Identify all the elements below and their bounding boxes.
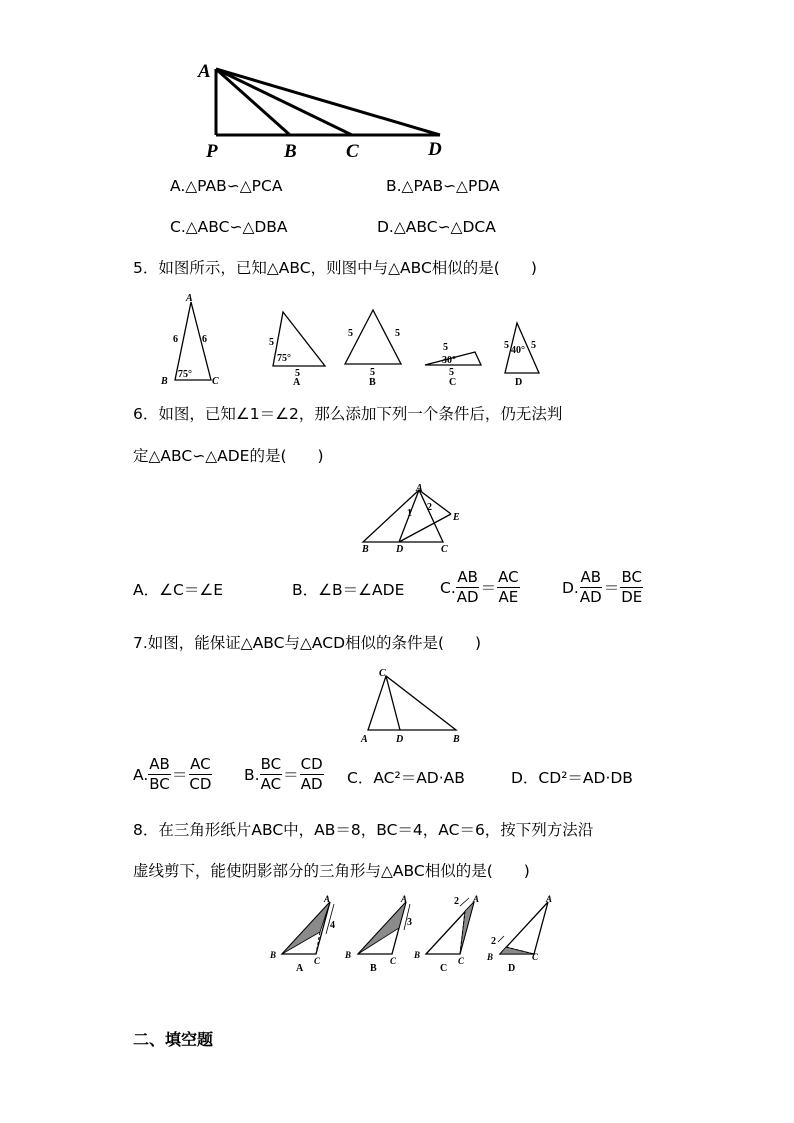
frac-den: AD [456, 588, 479, 606]
q6-label-a: A [416, 483, 423, 494]
figure-q6-triangles [355, 480, 475, 555]
frac-den: CD [189, 775, 212, 793]
q7-option-c[interactable]: C．AC²＝AD·AB [347, 769, 465, 787]
section-title: 二、填空题 [133, 1030, 214, 1049]
q5-main-b: B [161, 376, 168, 387]
frac-num: BC [260, 755, 282, 773]
q5-opt-c-top: 5 [443, 342, 448, 353]
q8-opt-c-len: 2 [454, 896, 459, 907]
q8-opt-b-len: 3 [407, 917, 412, 928]
q6-option-b[interactable]: B．∠B＝∠ADE [292, 581, 405, 599]
q6-label-b: B [362, 544, 369, 555]
frac-num: AB [457, 568, 478, 586]
figure-q4-triangles [190, 55, 460, 165]
q5-main-side-left: 6 [173, 334, 178, 345]
q8-opt-d-a: A [546, 894, 553, 904]
q7-label-a: A [361, 734, 368, 745]
figure-q5-triangles [155, 290, 555, 390]
q6-option-d-prefix: D. [562, 578, 579, 597]
q5-main-c: C [212, 376, 219, 387]
q6-option-d-frac2 [620, 568, 643, 607]
q5-opt-d-label: D [515, 377, 523, 388]
q5-opt-b-label: B [369, 377, 376, 388]
q8-opt-c-c: C [458, 956, 465, 966]
q8-opt-d-shaded [500, 947, 534, 954]
equals-sign: ＝ [480, 578, 497, 597]
q7-label-b: B [453, 734, 460, 745]
q8-opt-b-c: C [390, 956, 397, 966]
q5-opt-d-right: 5 [531, 340, 536, 351]
q6-stem-line2: 定△ABC∽△ADE的是( ) [133, 447, 324, 465]
q4-option-c[interactable]: C.△ABC∽△DBA [170, 218, 288, 236]
q8-opt-b-b: B [345, 950, 352, 960]
q4-option-a[interactable]: A.△PAB∽△PCA [170, 177, 283, 195]
equals-sign: ＝ [283, 765, 299, 784]
q7-option-b-prefix: B. [244, 765, 260, 784]
q5-opt-b-left: 5 [348, 328, 353, 339]
q4-option-b[interactable]: B.△PAB∽△PDA [386, 177, 500, 195]
q6-label-e: E [453, 512, 460, 523]
q6-option-c-prefix: C. [440, 578, 456, 597]
q8-opt-a-len: 4 [330, 920, 335, 931]
q8-opt-c-shaded [460, 902, 474, 954]
label-d: D [428, 139, 442, 160]
q6-option-d-frac1 [579, 568, 603, 607]
frac-den: BC [149, 775, 170, 793]
q5-opt-b-base: 5 [370, 367, 375, 378]
q5-opt-d-angle: 40° [511, 345, 525, 356]
q6-option-c[interactable] [440, 568, 520, 607]
frac-num: AB [149, 755, 170, 773]
q8-opt-b-a: A [401, 894, 408, 904]
q6-option-d[interactable] [562, 568, 643, 607]
frac-den: AE [498, 588, 519, 606]
label-p: P [206, 141, 218, 162]
q8-opt-d-c: C [532, 952, 539, 962]
q6-option-c-frac1 [456, 568, 480, 607]
q7-option-b-frac1 [260, 755, 283, 794]
q8-opt-a-label: A [296, 963, 304, 974]
q7-option-b[interactable] [244, 755, 324, 794]
q6-option-a[interactable]: A．∠C＝∠E [133, 581, 224, 599]
q5-main-a: A [186, 293, 193, 304]
q7-option-a-frac1 [148, 755, 171, 794]
q7-option-b-frac2 [300, 755, 324, 794]
frac-den: AC [260, 775, 282, 793]
frac-num: BC [621, 568, 642, 586]
equals-sign: ＝ [603, 578, 620, 597]
q7-option-a-prefix: A. [133, 765, 149, 784]
equals-sign: ＝ [171, 765, 188, 784]
q6-angle-2: 2 [427, 502, 432, 513]
q4-option-d[interactable]: D.△ABC∽△DCA [377, 218, 496, 236]
q6-stem-line1: 6．如图，已知∠1＝∠2，那么添加下列一个条件后，仍无法判 [133, 405, 563, 423]
frac-num: CD [300, 755, 323, 773]
frac-den: AD [300, 775, 323, 793]
q5-opt-c-angle: 30° [442, 355, 456, 366]
q5-main-side-right: 6 [202, 334, 207, 345]
q8-opt-c-b: B [414, 950, 421, 960]
q8-stem-line1: 8．在三角形纸片ABC中，AB＝8，BC＝4，AC＝6，按下列方法沿 [133, 821, 594, 839]
q8-stem-line2: 虚线剪下，能使阴影部分的三角形与△ABC相似的是( ) [133, 862, 530, 880]
q8-opt-a-c: C [314, 956, 321, 966]
q6-option-c-frac2 [497, 568, 519, 607]
q5-opt-a-angle: 75° [277, 353, 291, 364]
frac-num: AB [580, 568, 602, 586]
figure-q8-triangles [268, 892, 568, 977]
frac-num: AC [190, 755, 211, 773]
q6-angle-1: 1 [407, 508, 412, 519]
q8-opt-d-label: D [508, 963, 516, 974]
q7-stem: 7.如图，能保证△ABC与△ACD相似的条件是( ) [133, 634, 482, 652]
frac-num: AC [498, 568, 519, 586]
q8-opt-b-label: B [370, 963, 377, 974]
q5-opt-a-label: A [293, 377, 301, 388]
q7-label-d: D [396, 734, 404, 745]
label-b: B [284, 141, 297, 162]
q5-opt-a-side: 5 [269, 337, 274, 348]
q5-opt-a-base: 5 [295, 368, 300, 379]
q8-opt-d-b: B [487, 952, 494, 962]
q7-option-a-frac2 [188, 755, 212, 794]
q6-label-c: C [441, 544, 448, 555]
q8-opt-c-label: C [440, 963, 448, 974]
q8-opt-a-a: A [324, 894, 331, 904]
q5-opt-d-left: 5 [504, 340, 509, 351]
q8-opt-c-a: A [473, 894, 480, 904]
q5-main-angle: 75° [178, 369, 192, 380]
label-a: A [198, 61, 211, 82]
q7-option-a[interactable] [133, 755, 212, 794]
q5-opt-b-right: 5 [395, 328, 400, 339]
q5-stem: 5．如图所示，已知△ABC，则图中与△ABC相似的是( ) [133, 259, 537, 277]
label-c: C [346, 141, 359, 162]
figure-q7-triangles [352, 662, 472, 747]
q5-opt-c-label: C [449, 377, 457, 388]
q8-opt-d-len: 2 [491, 936, 496, 947]
q5-opt-c-base: 5 [449, 367, 454, 378]
q7-option-d[interactable]: D．CD²＝AD·DB [511, 769, 633, 787]
q6-label-d: D [396, 544, 404, 555]
frac-den: AD [579, 588, 602, 606]
q8-opt-a-b: B [270, 950, 277, 960]
q7-label-c: C [379, 668, 386, 679]
frac-den: DE [621, 588, 643, 606]
